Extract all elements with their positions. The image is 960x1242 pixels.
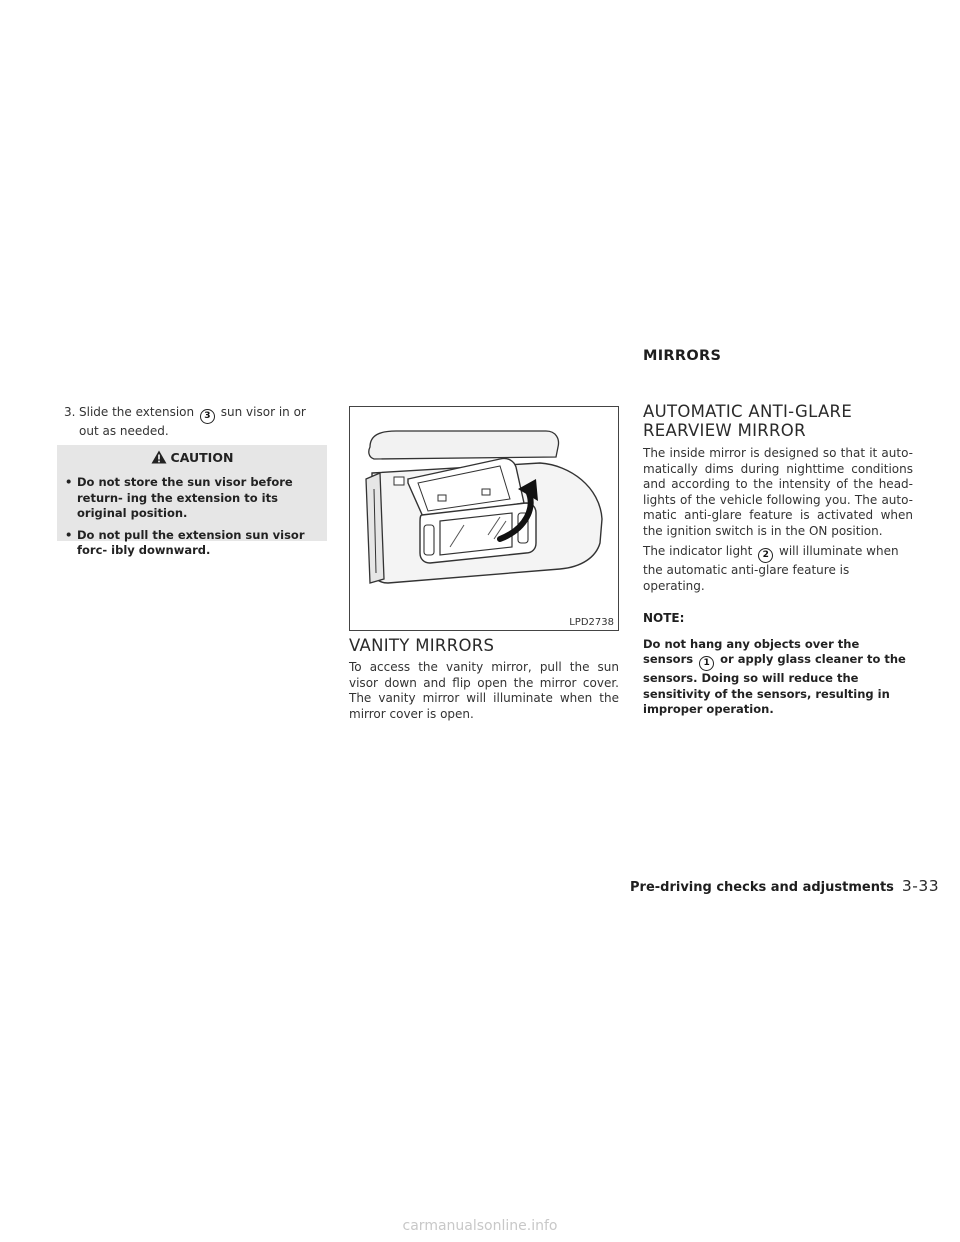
vanity-mirrors-heading: VANITY MIRRORS <box>349 636 495 655</box>
caution-item-text: Do not store the sun visor before return- ing the extension to its original position. <box>77 475 293 521</box>
warning-icon <box>151 450 167 464</box>
caution-item-text: Do not pull the extension sun visor forc- ibly downward. <box>77 527 305 558</box>
caution-list <box>65 475 325 565</box>
step-text-after: sun visor in or out as needed. <box>79 405 306 438</box>
sun-visor-illustration <box>350 407 618 630</box>
callout-marker-2: 2 <box>758 548 773 563</box>
antiglare-heading-line1: AUTOMATIC ANTI-GLARE <box>643 402 853 421</box>
antiglare-text: The inside mirror is designed so that it auto- matically dims during nighttime conditions and according to the intensity of the head- lights of the vehicle following you. The auto- matic anti-glare feature is activated when the ignition switch is in the ON position. <box>643 446 913 538</box>
caution-title: CAUTION <box>170 450 234 465</box>
section-title: MIRRORS <box>643 348 722 364</box>
footer-chapter-label: Pre-driving checks and adjustments <box>630 880 894 895</box>
callout-marker-1: 1 <box>699 656 714 671</box>
note-title: NOTE: <box>643 611 685 625</box>
caution-box <box>57 445 327 558</box>
caution-item <box>65 475 325 522</box>
watermark: carmanualsonline.info <box>402 1218 558 1234</box>
vanity-mirrors-text: To access the vanity mirror, pull the sun visor down and flip open the mirror cover. The vanity mirror will illuminate when the mirror cover is open. <box>349 660 619 721</box>
page-number: 3-33 <box>901 877 940 895</box>
indicator-text-before: The indicator light <box>643 544 753 558</box>
note-text-before: Do not hang any objects over the sensors <box>643 637 860 667</box>
indicator-paragraph <box>643 544 913 594</box>
step-3 <box>64 405 327 440</box>
step-number: 3. <box>64 405 76 419</box>
step-text-before: Slide the extension <box>79 405 195 419</box>
vanity-mirror-figure <box>349 406 619 631</box>
bullet-icon: • <box>65 527 73 542</box>
caution-header <box>57 447 327 473</box>
page-footer <box>630 876 940 895</box>
callout-marker-3: 3 <box>200 409 215 424</box>
indicator-text-after: will illuminate when the automatic anti-glare feature is operating. <box>643 544 899 593</box>
antiglare-heading-line2: REARVIEW MIRROR <box>643 421 806 440</box>
caution-item <box>65 528 325 559</box>
figure-code: LPD2738 <box>569 617 614 628</box>
note-text <box>643 637 913 718</box>
note-text-after: or apply glass cleaner to the sensors. Doing so will reduce the sensitivity of the sensors, resulting in improper operation. <box>643 652 906 717</box>
bullet-icon: • <box>65 475 73 489</box>
